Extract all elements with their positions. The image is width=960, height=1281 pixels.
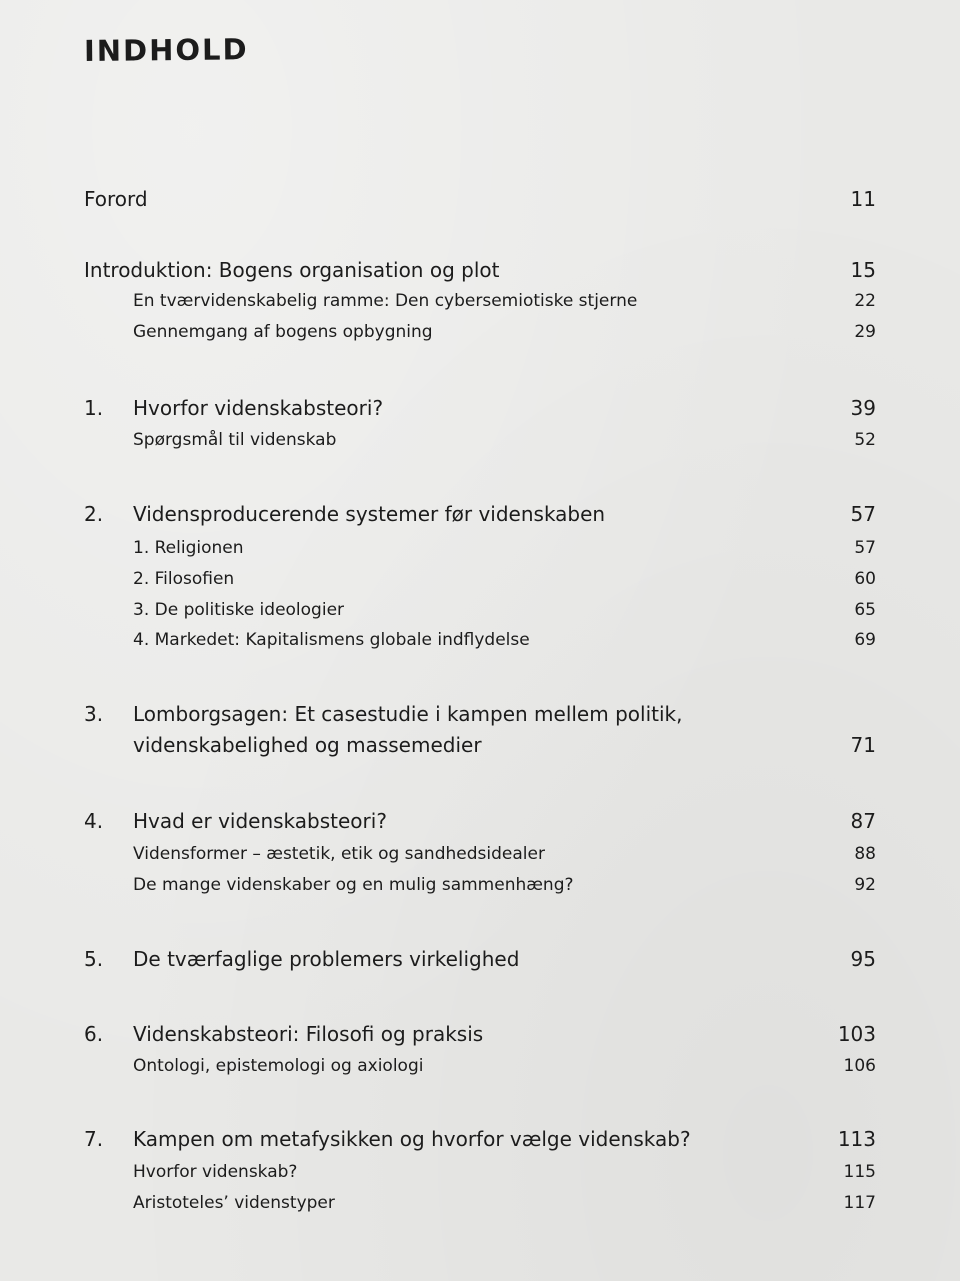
- toc-subentry: [84, 627, 876, 653]
- toc-chapter-number: 6.: [84, 1022, 104, 1046]
- toc-subentry-title: En tværvidenskabelig ramme: Den cybersemiotiske stjerne: [133, 291, 638, 311]
- toc-chapter-number: 4.: [84, 809, 104, 833]
- toc-chapter-3: [84, 699, 876, 761]
- toc-chapter-title: De tværfaglige problemers virkelighed: [133, 947, 520, 971]
- toc-subentry-title: Vidensformer – æstetik, etik og sandhedsidealer: [133, 844, 545, 864]
- toc-chapter-7: [84, 1124, 876, 1154]
- toc-subentry-page: 65: [854, 600, 876, 620]
- toc-subentry: [84, 1053, 876, 1079]
- toc-subentry: [84, 566, 876, 592]
- toc-entry-page: 11: [850, 187, 876, 211]
- toc-chapter-title-line-2: videnskabelighed og massemedier: [133, 733, 482, 757]
- toc-chapter-page: 39: [850, 396, 876, 420]
- toc-chapter-page: 103: [837, 1022, 876, 1046]
- toc-subentry-title: 3. De politiske ideologier: [133, 600, 345, 620]
- toc-chapter-6: [84, 1019, 876, 1049]
- toc-subentry-title: Aristoteles’ videnstyper: [133, 1193, 335, 1213]
- toc-chapter-number: 1.: [84, 396, 104, 420]
- toc-chapter-1: [84, 393, 876, 423]
- toc-chapter-page: 87: [850, 809, 876, 833]
- toc-chapter-number: 3.: [84, 702, 104, 726]
- toc-subentry-title: Hvorfor videnskab?: [133, 1162, 298, 1182]
- toc-subentry-title: 1. Religionen: [133, 538, 244, 558]
- toc-entry-title: Forord: [84, 187, 148, 211]
- toc-chapter-title: Vidensproducerende systemer før videnskaben: [133, 502, 606, 526]
- toc-subentry-title: De mange videnskaber og en mulig sammenhæng?: [133, 875, 574, 895]
- toc-chapter-page: 71: [850, 733, 876, 757]
- toc-subentry: [84, 319, 876, 345]
- toc-chapter-title: [133, 699, 682, 761]
- toc-subentry-page: 69: [854, 630, 876, 650]
- toc-subentry: [84, 1159, 876, 1185]
- toc-chapter-title: Hvad er videnskabsteori?: [133, 809, 387, 833]
- toc-subentry: [84, 872, 876, 898]
- toc-chapter-number: 5.: [84, 947, 104, 971]
- toc-chapter-number: 7.: [84, 1127, 104, 1151]
- toc-subentry: [84, 1190, 876, 1216]
- toc-subentry-page: 57: [854, 538, 876, 558]
- toc-subentry-page: 22: [854, 291, 876, 311]
- toc-chapter-title: Kampen om metafysikken og hvorfor vælge videnskab?: [133, 1127, 691, 1151]
- toc-subentry-page: 117: [843, 1193, 876, 1213]
- toc-subentry-title: Ontologi, epistemologi og axiologi: [133, 1056, 424, 1076]
- toc-subentry-title: 2. Filosofien: [133, 569, 235, 589]
- toc-subentry-page: 92: [854, 875, 876, 895]
- toc-entry-title: Introduktion: Bogens organisation og plot: [84, 258, 500, 282]
- toc-chapter-page: 57: [850, 502, 876, 526]
- toc-subentry-page: 52: [854, 430, 876, 450]
- toc-subentry: [84, 535, 876, 561]
- toc-subentry-title: Gennemgang af bogens opbygning: [133, 322, 433, 342]
- toc-subentry-page: 115: [843, 1162, 876, 1182]
- toc-subentry-page: 106: [843, 1056, 876, 1076]
- toc-subentry: [84, 597, 876, 623]
- toc-chapter-page: 113: [837, 1127, 876, 1151]
- toc-subentry-page: 60: [854, 569, 876, 589]
- toc-chapter-title-line-1: Lomborgsagen: Et casestudie i kampen mellem politik,: [133, 702, 683, 726]
- toc-chapter-page: 95: [850, 947, 876, 971]
- toc-chapter-4: [84, 806, 876, 836]
- toc-entry-forord: [84, 184, 876, 214]
- toc-entry-page: 15: [850, 258, 876, 282]
- toc-entry-introduktion: [84, 255, 876, 285]
- toc-chapter-number: 2.: [84, 502, 104, 526]
- toc-subentry: [84, 841, 876, 867]
- toc-subentry: [84, 288, 876, 314]
- toc-subentry-page: 88: [854, 844, 876, 864]
- page-title: INDHOLD: [83, 32, 249, 68]
- toc-subentry: [84, 427, 876, 453]
- toc-subentry-title: Spørgsmål til videnskab: [133, 430, 337, 450]
- toc-chapter-5: [84, 944, 876, 974]
- toc-subentry-title: 4. Markedet: Kapitalismens globale indflydelse: [133, 630, 530, 650]
- toc-chapter-title: Videnskabsteori: Filosofi og praksis: [133, 1022, 484, 1046]
- toc-chapter-2: [84, 499, 876, 529]
- toc-chapter-title: Hvorfor videnskabsteori?: [133, 396, 384, 420]
- toc-subentry-page: 29: [854, 322, 876, 342]
